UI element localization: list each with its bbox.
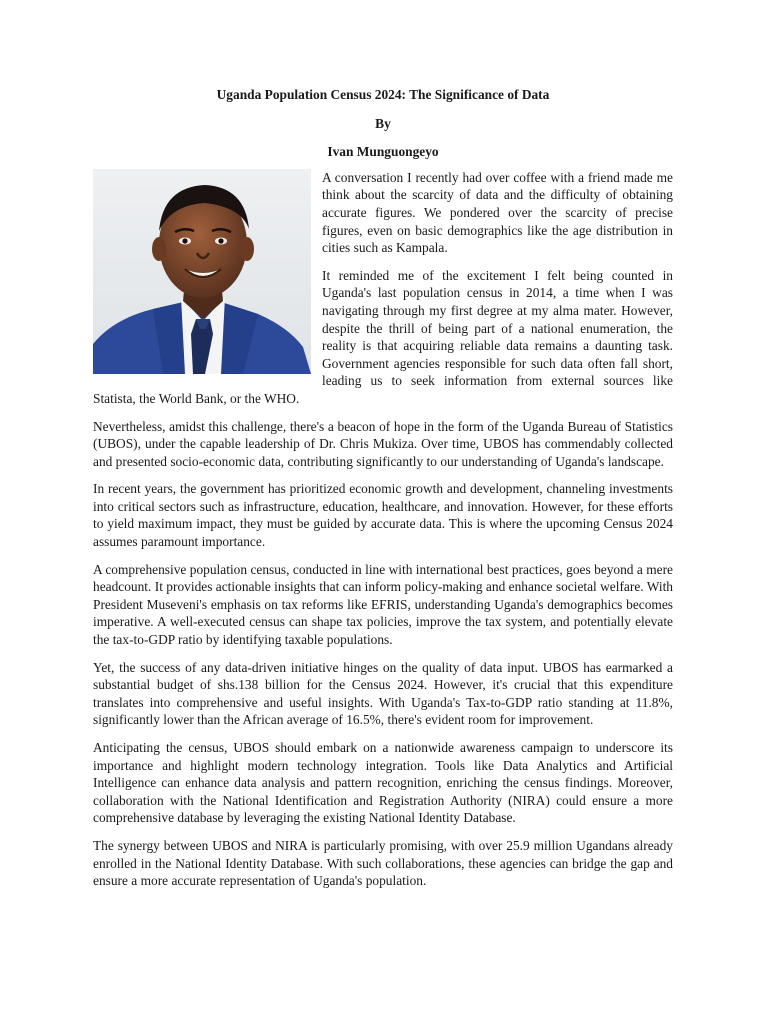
author-portrait-icon bbox=[93, 169, 311, 374]
paragraph: A conversation I recently had over coffee with a friend made me think about the scarcity of data and the difficulty of obtaining accurate figures. We pondered over the scarcity of precise figures, even on basic demographics like the age distribution in cities such as Kampala. bbox=[322, 169, 673, 256]
paragraph: Nevertheless, amidst this challenge, there's a beacon of hope in the form of the Uganda Bureau of Statistics (UBOS), under the capable leadership of Dr. Chris Mukiza. Over time, UBOS has commendably collected and presented socio-economic data, contributing significantly to our understanding of Uganda's landscape. bbox=[93, 418, 673, 469]
paragraph: A comprehensive population census, conducted in line with international best practices, goes beyond a mere headcount. It provides actionable insights that can inform policy-making and enhance societal welfare. With President Museveni's emphasis on tax reforms like EFRIS, understanding Uganda's demographics becomes imperative. A well-executed census can shape tax policies, improve the tax system, and potentially elevate the tax-to-GDP ratio by identifying taxable populations. bbox=[93, 561, 673, 648]
article bbox=[93, 86, 673, 900]
paragraph: Anticipating the census, UBOS should embark on a nationwide awareness campaign to underscore its importance and highlight modern technology integration. Tools like Data Analytics and Artificial Intelligence can enhance data analysis and pattern recognition, enriching the census findings. Moreover, collaboration with the National Identification and Registration Authority (NIRA) could ensure a more comprehensive database by leveraging the existing National Identity Database. bbox=[93, 740, 673, 826]
paragraph: The synergy between UBOS and NIRA is particularly promising, with over 25.9 million Ugandans already enrolled in the National Identity Database. With such collaborations, these agencies can bridge the gap and ensure a more accurate representation of Uganda's population. bbox=[93, 837, 673, 889]
paragraph: It reminded me of the excitement I felt being counted in Uganda's last population census in 2014, a time when I was navigating through my first degree at my alma mater. However, despite the thrill of being part of a national enumeration, the reality is that acquiring reliable data remains a daunting task. Government agencies responsible for such data often fall short, leading us to seek information from external sources like Statista, the World Bank, or the WHO. bbox=[93, 267, 673, 406]
paragraph: Yet, the success of any data-driven initiative hinges on the quality of data input. UBOS has earmarked a substantial budget of shs.138 billion for the Census 2024. However, it's crucial that this expenditure translates into comprehensive and useful insights. With Uganda's Tax-to-GDP ratio standing at 11.8%, significantly lower than the African average of 16.5%, there's evident room for improvement. bbox=[93, 659, 673, 728]
byline-label: By bbox=[375, 115, 391, 131]
author-name: Ivan Munguongeyo bbox=[327, 144, 439, 160]
article-title: Uganda Population Census 2024: The Significance of Data bbox=[216, 87, 550, 102]
paragraph: In recent years, the government has prioritized economic growth and development, channeling investments into critical sectors such as infrastructure, education, healthcare, and innovation. However, for these efforts to yield maximum impact, they must be guided by accurate data. This is where the upcoming Census 2024 assumes paramount importance. bbox=[93, 481, 673, 550]
